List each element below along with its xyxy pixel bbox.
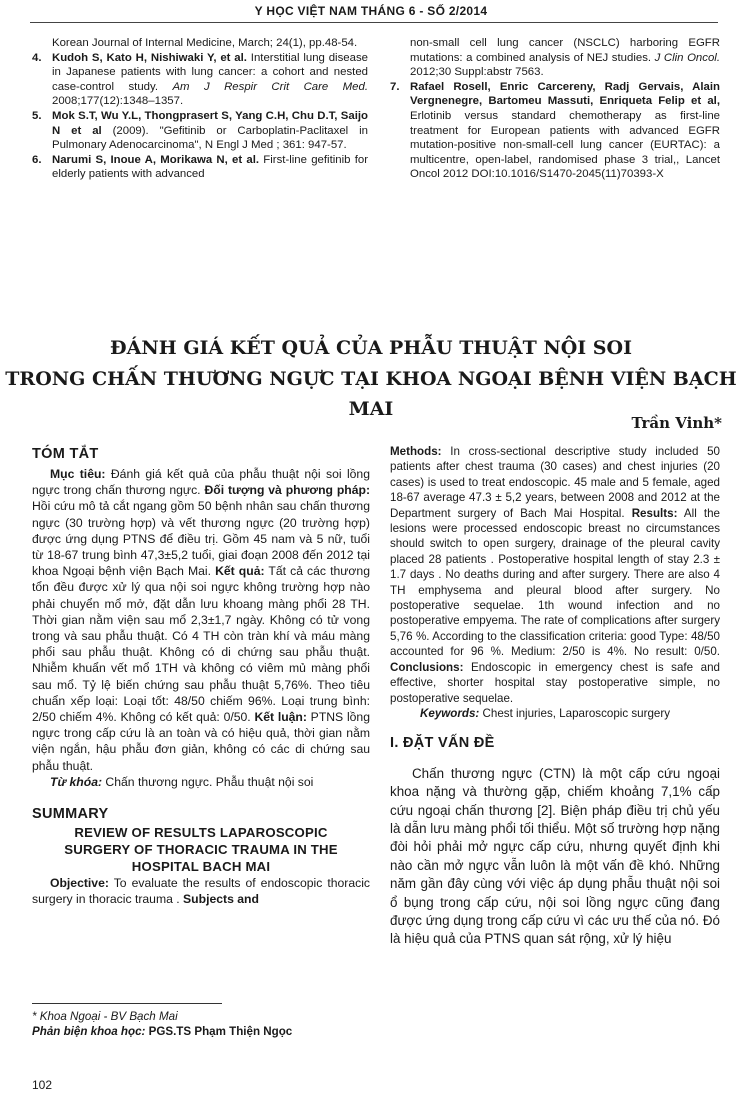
introduction-text (390, 765, 720, 949)
keywords-label: Keywords: (420, 706, 480, 720)
reference-text: First-line gefitinib for elderly patients with advanced (52, 153, 368, 181)
objective-text: Đánh giá kết quả của phẫu thuật nội soi lồng ngực trong chấn thương ngực. (32, 467, 370, 498)
summary-title-line-3: HOSPITAL BACH MAI (131, 859, 271, 875)
reference-authors: Kudoh S, Kato H, Nishiwaki Y, et al. (52, 51, 247, 64)
reviewer-label: Phản biện khoa học: (32, 1024, 146, 1038)
conclusions-text: Endoscopic in emergency chest is safe and effective, shorter hospital stay postoperative simple, no postoperative sequelae. (390, 660, 720, 705)
reference-text: Erlotinib versus standard chemotherapy as first-line treatment for European patients with advanced EGFR mutation-positive non-small-cell lung cancer (EURTAC): a multicentre, open-label, randomised phase 3 trial,, Lancet Oncol 2012 DOI:10.1016/S1470-2045(11)70393-X (410, 109, 720, 181)
reference-authors: Mok S.T, Wu Y.L, Thongprasert S, Yang C.H, Chu D.T, Saijo N et al (52, 109, 368, 137)
article-title-line-1: ĐÁNH GIÁ KẾT QUẢ CỦA PHẪU THUẬT NỘI SOI (110, 337, 632, 359)
methods-text: In cross-sectional descriptive study included 50 patients after chest trauma (30 cases) and chest injuries (20 cases) is used to treat endoscopic. 45 male and 5 female, aged 18-67 average 47.3 ± 5,2 years, between 2008 and 2012 at the Department surgery of Bach Mai Hospital. (390, 445, 720, 520)
conclusion-label: Kết luận: (254, 710, 307, 725)
introduction-heading: I. ĐẶT VẤN ĐỀ (390, 735, 495, 752)
footnote (32, 1010, 362, 1039)
page-number: 102 (32, 1078, 53, 1092)
reference-journal: Am J Respir Crit Care Med. (172, 80, 369, 93)
subjects-label: Subjects and (183, 892, 259, 907)
abstract-left-column (32, 446, 370, 907)
reference-number: 6. (32, 153, 42, 166)
objective-text: To evaluate the results of endoscopic thoracic surgery in thoracic trauma . (32, 876, 370, 907)
keywords-vi (32, 774, 370, 790)
reference-number: 7. (390, 80, 400, 93)
reference-text: non-small cell lung cancer (NSCLC) harboring EGFR mutations: a combined analysis of NEJ studies. (410, 37, 720, 64)
results-text: Tất cả các thương tổn đều được xử lý qua nội soi ngực không trường hợp nào phải chuyển mổ mở, đặt dẫn lưu khoang màng phổi 28 TH. Thời gian nằm viện sau mổ 2,3±1,7 ngày. Không có tử vong trong và sau phẫu thuật. Có 4 TH còn tràn khí và máu màng phổi sau phẫu thuật. Không có di chứng sau phẫu thuật. Nhiễm khuẩn vết mổ 1TH và không có viêm mủ màng phổi sau mổ. Tỷ lệ biến chứng sau phẫu thuật 5,76%. Theo tiêu chuẩn xếp loại: Loại tốt: 48/50 chiếm 96%. Loại trung bình: 2/50 chiếm 4%. Không có kết quả: 0/50. (32, 564, 370, 725)
results-label: Results: (631, 506, 678, 520)
summary-objective (32, 875, 370, 907)
results-label: Kết quả: (215, 564, 265, 579)
abstract-en-paragraph (390, 444, 720, 706)
abstract-vi-paragraph (32, 466, 370, 774)
reviewer-name: PGS.TS Phạm Thiện Ngọc (145, 1024, 293, 1038)
references-left-column (32, 36, 368, 182)
references-right-column (390, 36, 720, 182)
journal-header: Y HỌC VIỆT NAM THÁNG 6 - SỐ 2/2014 (254, 4, 488, 18)
objective-label: Mục tiêu: (50, 467, 106, 481)
reference-journal: J Clin Oncol. (654, 51, 720, 64)
author-affiliation: * Khoa Ngoại - BV Bạch Mai (32, 1010, 178, 1023)
reference-tail: 2008;177(12):1348–1357. (52, 95, 184, 108)
abstract-heading: TÓM TẮT (32, 446, 99, 462)
keywords-en (390, 706, 720, 721)
summary-heading: SUMMARY (32, 806, 109, 823)
reference-tail: 2012;30 Suppl:abstr 7563. (410, 66, 544, 79)
article-author: Trần Vinh* (631, 414, 722, 432)
reference-continuation (390, 36, 720, 80)
conclusion-text: PTNS lồng ngực trong cấp cứu là an toàn và có hiệu quả, thời gian nằm viện ngắn, hậu phẫu đơn giản, không có các di chứng sau phẫu thuật. (32, 710, 370, 773)
abstract-vietnamese (32, 466, 370, 790)
abstract-english (390, 444, 720, 721)
reference-item (32, 109, 368, 153)
results-text: All the lesions were processed endoscopic breast no circumstances should switch to open surgery, drainage of the pleural cavity placed 28 patients . Postoperative hospital length of stay 2.3 ± 1.7 days . No deaths during and after surgery. There are also 4 TH emphysema and pleural blood after surgery. No postoperative sequelae. 1th wound infection and no postoperative empyema. The rate of complications after surgery 5,76 %. According to the classification criteria: good Type: 48/50 accounted for 96 %. Medium: 2/50 is 4%. No result: 0/50. (390, 506, 720, 659)
summary-paragraph (32, 875, 370, 907)
reference-item (32, 153, 368, 182)
methods-label: Đối tượng và phương pháp: (204, 483, 371, 498)
objective-label: Objective: (50, 876, 109, 891)
keywords-text: Chấn thương ngực. Phẫu thuật nội soi (102, 774, 314, 789)
reference-authors: Rafael Rosell, Enric Carcereny, Radj Gervais, Alain Vergnenegre, Bartomeu Massuti, Enriqueta Felip et al, (410, 80, 720, 108)
summary-title-line-1: REVIEW OF RESULTS LAPAROSCOPIC (74, 825, 328, 841)
article-title-line-2: TRONG CHẤN THƯƠNG NGỰC TẠI KHOA NGOẠI BỆNH VIỆN BẠCH MAI (5, 368, 737, 420)
abstract-right-column (390, 444, 720, 962)
introduction-paragraph: Chấn thương ngực (CTN) là một cấp cứu ngoại khoa nặng và thường gặp, chiếm khoảng 7,1% cấp cứu ngoại chấn thương [2]. Biện pháp điều trị chủ yếu là dẫn lưu màng phổi tối thiểu. Một số trường hợp nặng đòi hỏi phải mở ngực cấp cứu, nhưng quyết định khi nào cần mở ngực vẫn luôn là một vấn đề khó. Những năm gần đây cùng với việc áp dụng phẫu thuật nội soi ổ bụng trong cấp cứu, nội soi lồng ngực cũng đang được ứng dụng trong cấp cứu vì các ưu thế của nó. Đó là hiệu quả của PTNS quan sát rộng, xử lý hiệu (390, 765, 720, 947)
reference-item (32, 51, 368, 109)
keywords-label: Từ khóa: (50, 774, 103, 789)
reference-text: Interstitial lung disease in Japanese patients with lung cancer: a cohort and nested case-control study. (52, 51, 368, 93)
methods-text: Hồi cứu mô tả cắt ngang gồm 50 bệnh nhân sau chấn thương ngực (30 trường hợp) và vết thương ngực (20 trường hợp) được ứng dụng PTNS để điều trị. Gồm 45 nam và 5 nữ, tuổi từ 18-67 trung bình 47,3±5,2 tuổi, giai đoạn 2008 đến 2012 tại khoa Ngoại bệnh viện Bạch Mai. (32, 499, 370, 579)
reference-number: 5. (32, 109, 42, 122)
reference-continuation: Korean Journal of Internal Medicine, March; 24(1), pp.48-54. (52, 37, 358, 49)
conclusions-label: Conclusions: (390, 660, 464, 674)
methods-label: Methods: (390, 445, 442, 458)
header-divider (30, 22, 718, 23)
reference-text: (2009). "Gefitinib or Carboplatin-Paclitaxel in Pulmonary Adenocarcinoma", N Engl J Med ; 361: 947-57. (52, 124, 368, 152)
summary-title-line-2: SURGERY OF THORACIC TRAUMA IN THE (64, 842, 338, 858)
reviewer-line (32, 1025, 362, 1040)
reference-authors: Narumi S, Inoue A, Morikawa N, et al. (52, 153, 260, 166)
reference-item (390, 80, 720, 182)
footnote-divider (32, 1003, 222, 1004)
reference-number: 4. (32, 51, 42, 64)
keywords-text: Chest injuries, Laparoscopic surgery (479, 706, 671, 720)
